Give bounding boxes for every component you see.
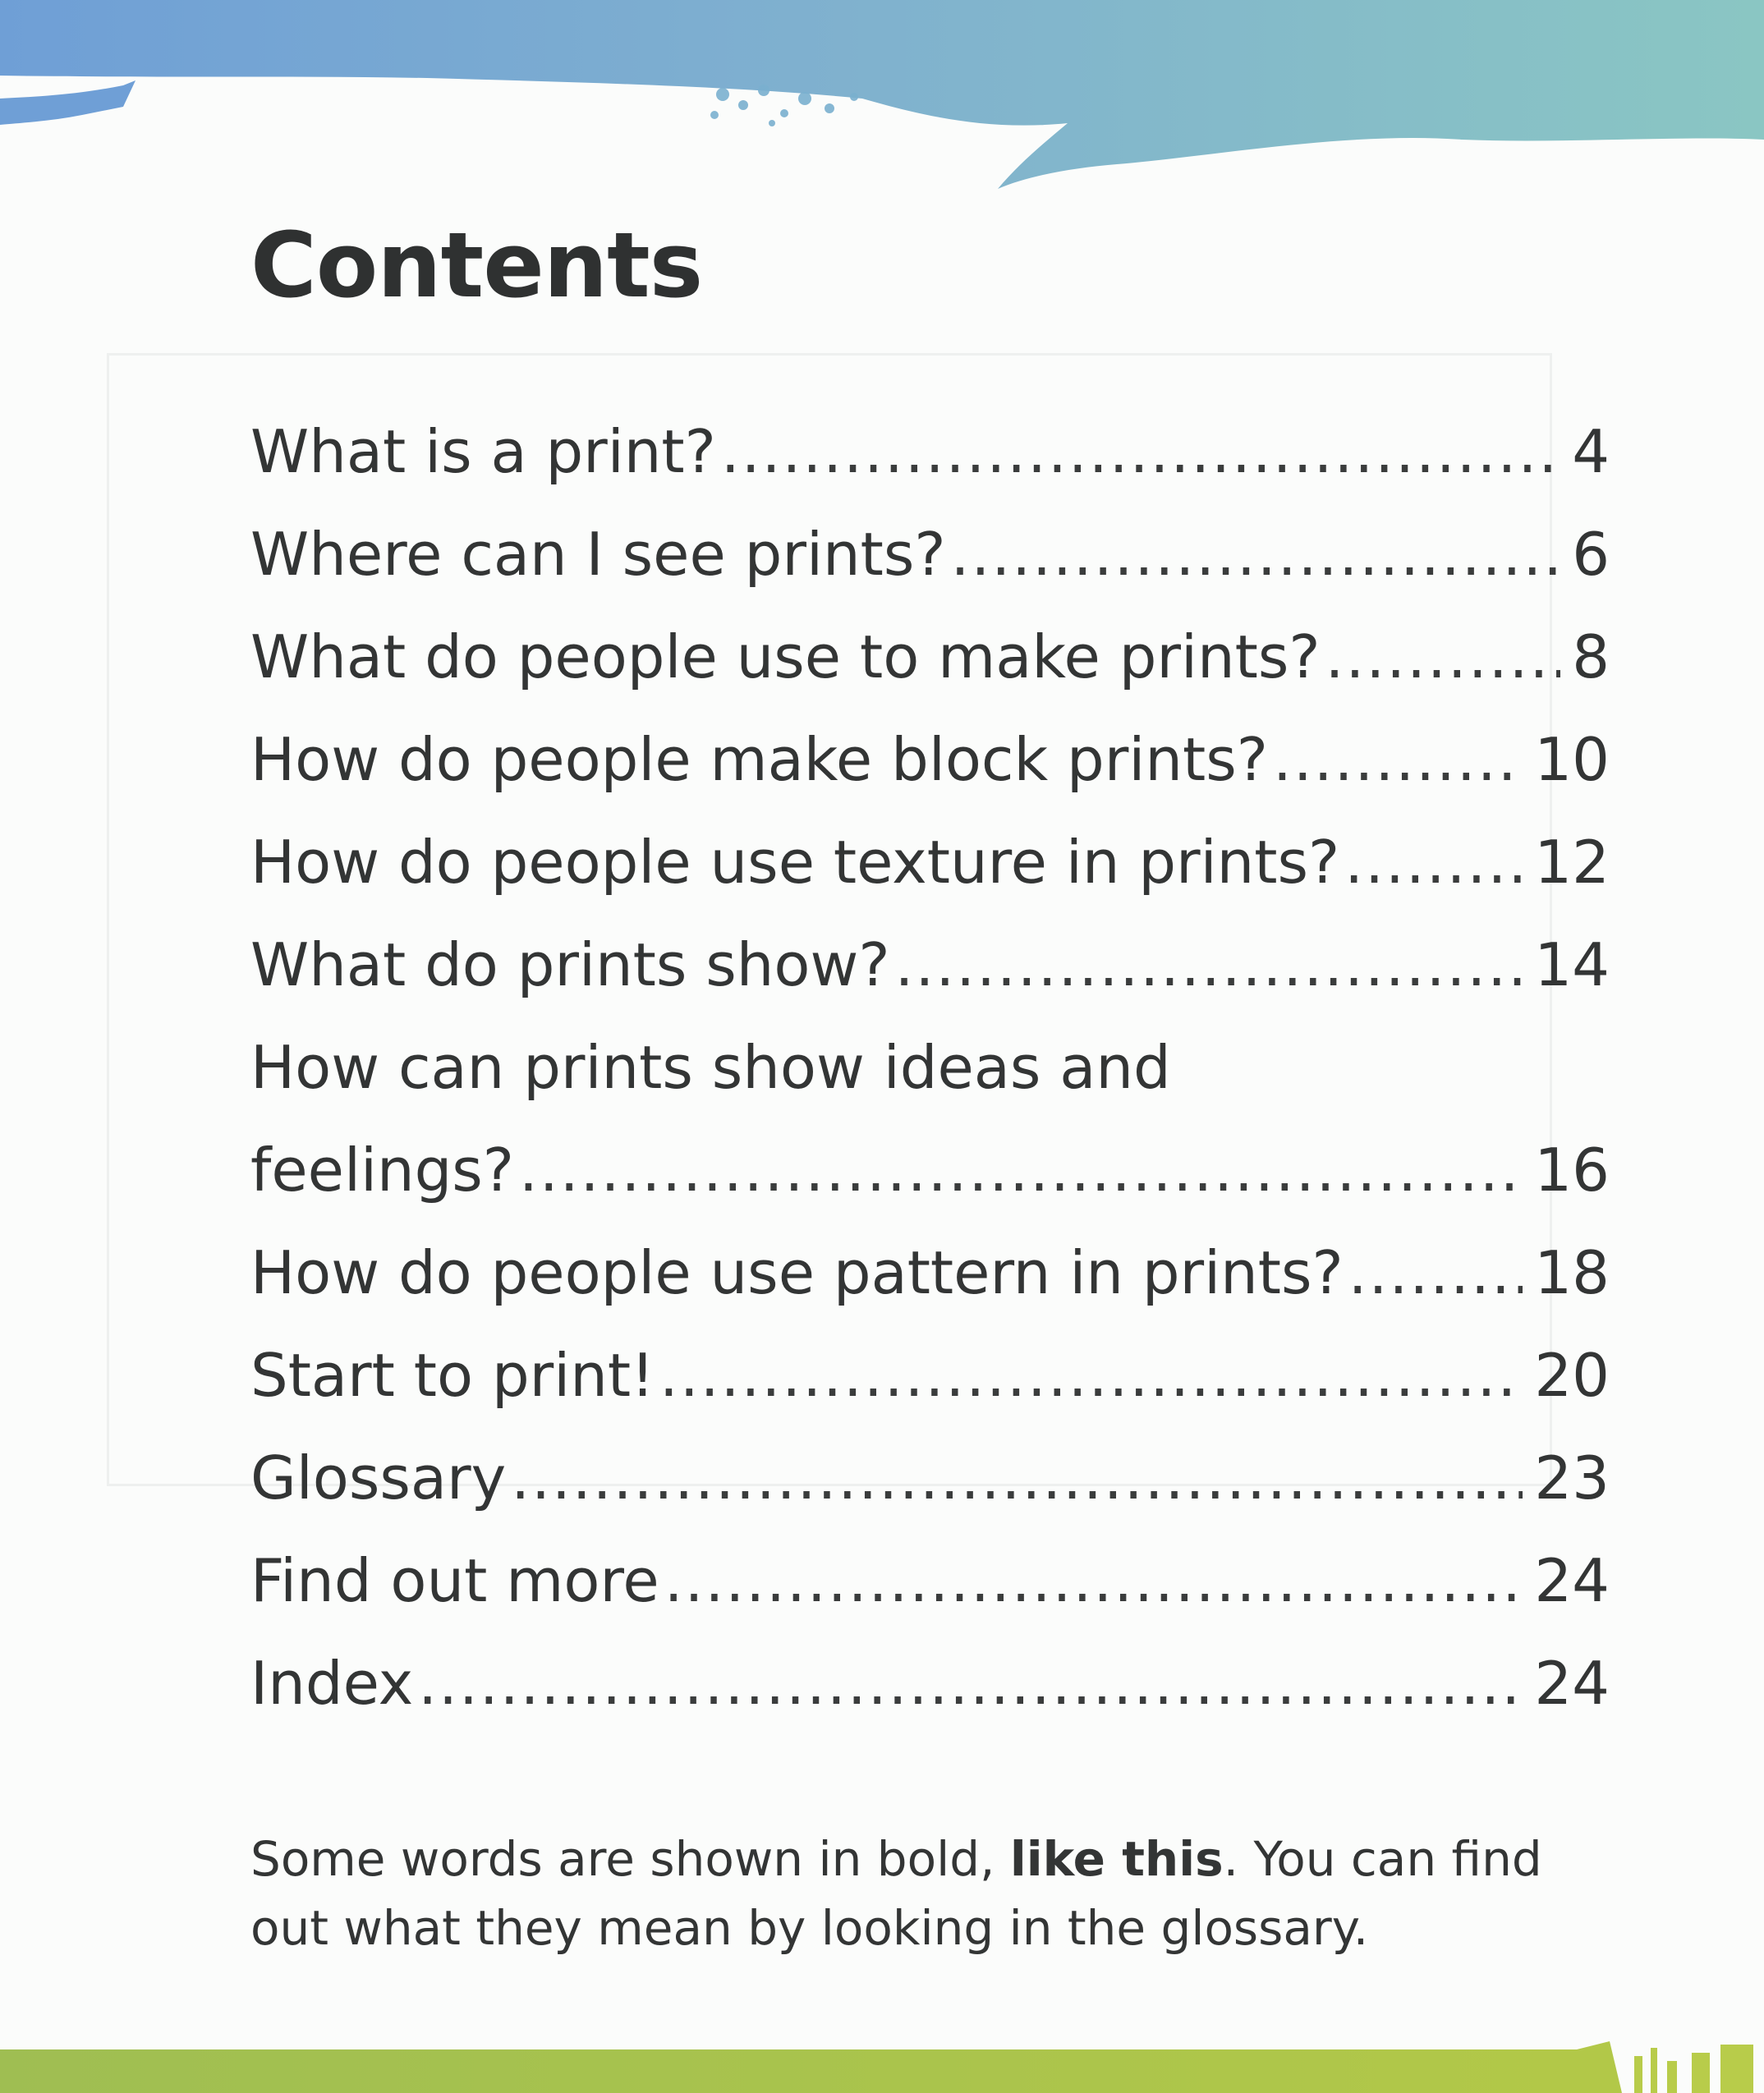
toc-page-number: 16 [1534,1136,1610,1205]
toc-page-number: 12 [1534,828,1610,897]
dot-leader [511,1427,1523,1530]
page-title: Contents [250,213,703,318]
table-of-contents [250,401,1610,1735]
dot-leader [664,1530,1523,1632]
toc-page-number: 10 [1534,725,1610,794]
dot-leader [659,1324,1523,1427]
toc-page-number: 6 [1572,520,1610,589]
note-bold-example: like this [1009,1831,1224,1887]
dot-leader [895,914,1523,1017]
toc-entry-title: Where can I see prints? [250,520,946,589]
toc-entry[interactable] [250,1427,1610,1530]
toc-entry[interactable] [250,811,1610,914]
toc-page-number: 20 [1534,1341,1610,1410]
toc-page-number: 18 [1534,1238,1610,1307]
toc-entry-title: Index [250,1649,414,1718]
dot-leader [1348,1222,1523,1324]
toc-page-number: 4 [1572,417,1610,486]
toc-entry-title-continued: feelings? [250,1136,515,1205]
toc-entry[interactable] [250,1530,1610,1632]
toc-entry[interactable] [250,914,1610,1017]
dot-leader [1344,811,1523,914]
painted-header-band [0,0,1764,197]
toc-entry-title: How do people make block prints? [250,725,1268,794]
toc-entry[interactable] [250,709,1610,811]
toc-entry-title: What do prints show? [250,930,890,999]
toc-entry-title: What do people use to make prints? [250,622,1321,691]
toc-entry[interactable] [250,1222,1610,1324]
toc-entry-title: How can prints show ideas and [250,1033,1171,1102]
dot-leader [721,401,1560,503]
dot-leader [519,1119,1523,1222]
toc-entry-title: How do people use texture in prints? [250,828,1340,897]
toc-entry-title: What is a print? [250,417,716,486]
toc-entry[interactable] [250,1017,1610,1222]
dot-leader [951,503,1561,606]
note-text: Some words are shown in bold, [250,1831,1010,1887]
glossary-note [250,1824,1614,1962]
toc-entry[interactable] [250,1632,1610,1735]
toc-page-number: 14 [1534,930,1610,999]
dot-leader [418,1632,1523,1735]
toc-entry[interactable] [250,606,1610,709]
painted-footer-band [0,2041,1764,2093]
toc-entry-title: Glossary [250,1444,507,1512]
dot-leader [1273,709,1523,811]
dot-leader [1325,606,1561,709]
toc-page-number: 24 [1534,1649,1610,1718]
toc-page-number: 24 [1534,1546,1610,1615]
note-text-continued: . You can find out what they mean by looking in the glossary. [250,1831,1542,1956]
toc-entry[interactable] [250,1324,1610,1427]
toc-entry[interactable] [250,503,1610,606]
toc-entry-title: Find out more [250,1546,659,1615]
toc-page-number: 23 [1534,1444,1610,1512]
toc-entry[interactable] [250,401,1610,503]
toc-entry-title: Start to print! [250,1341,655,1410]
toc-page-number: 8 [1572,622,1610,691]
toc-entry-title: How do people use pattern in prints? [250,1238,1344,1307]
